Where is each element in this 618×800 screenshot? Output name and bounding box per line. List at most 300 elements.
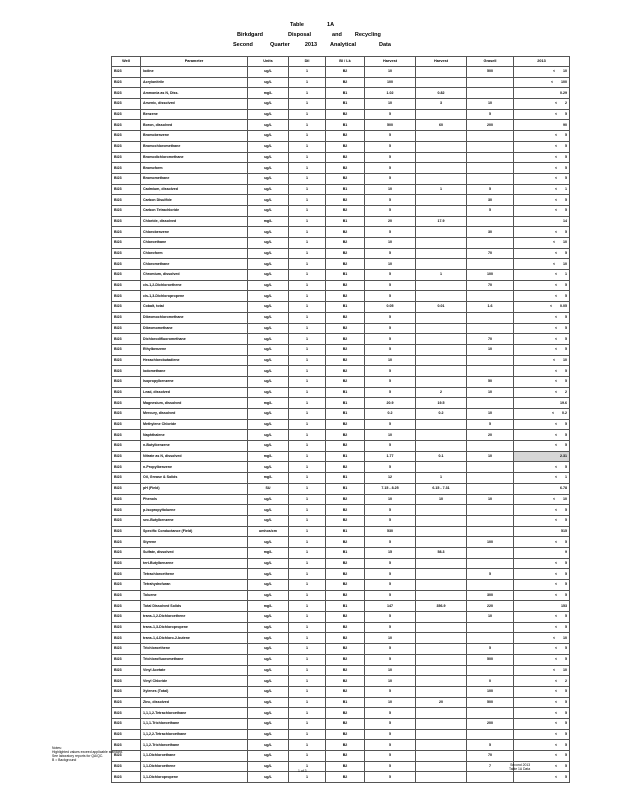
table-row [112, 376, 570, 387]
cell-grasell: 5 [467, 109, 514, 120]
less-than-flag: < [555, 593, 558, 598]
less-than-flag: < [555, 144, 558, 149]
cell-dil: 1 [289, 676, 326, 687]
cell-grasell: 5 [467, 419, 514, 430]
value-2013: 5 [565, 315, 567, 320]
cell-harvest-1: 500 [365, 120, 416, 131]
table-row [112, 537, 570, 548]
cell-well: BI23 [112, 195, 141, 206]
less-than-flag: < [555, 176, 558, 181]
cell-well: BI23 [112, 708, 141, 719]
cell-2013 [514, 772, 570, 783]
note-line: Highlighted values exceed applicable standard. [52, 750, 123, 754]
cell-grasell [467, 291, 514, 302]
cell-well: BI23 [112, 654, 141, 665]
less-than-flag: < [555, 721, 558, 726]
cell-harvest-1: 5 [365, 109, 416, 120]
cell-dil: 1 [289, 344, 326, 355]
cell-grasell: 70 [467, 751, 514, 762]
cell-bl: B1 [326, 216, 365, 227]
cell-harvest-2 [416, 248, 467, 259]
cell-grasell [467, 515, 514, 526]
cell-harvest-1: 10 [365, 430, 416, 441]
cell-units: umhos/cm [248, 526, 289, 537]
cell-2013 [514, 280, 570, 291]
table-row [112, 612, 570, 623]
table-row [112, 120, 570, 131]
cell-well: BI23 [112, 580, 141, 591]
cell-harvest-1: 10 [365, 67, 416, 78]
cell-dil: 1 [289, 205, 326, 216]
less-than-flag: < [555, 251, 558, 256]
cell-harvest-2: 0.01 [416, 302, 467, 313]
cell-bl: B1 [326, 601, 365, 612]
cell-harvest-1: 0.2 [365, 409, 416, 420]
cell-harvest-2: 20 [416, 697, 467, 708]
cell-dil: 1 [289, 259, 326, 270]
cell-2013 [514, 387, 570, 398]
cell-bl: B1 [326, 99, 365, 110]
cell-harvest-2 [416, 612, 467, 623]
cell-parameter: Chloride, dissolved [141, 216, 248, 227]
table-row [112, 601, 570, 612]
footer-right: Second 2013 Table 1A Data [509, 763, 531, 771]
cell-dil: 1 [289, 99, 326, 110]
value-2013: 5 [565, 347, 567, 352]
cell-harvest-2 [416, 515, 467, 526]
cell-well: BI23 [112, 686, 141, 697]
cell-bl: B1 [326, 526, 365, 537]
cell-grasell [467, 398, 514, 409]
less-than-flag: < [555, 432, 558, 437]
cell-well: BI23 [112, 67, 141, 78]
table-row [112, 312, 570, 323]
cell-2013 [514, 612, 570, 623]
cell-2013 [514, 259, 570, 270]
cell-parameter: Toluene [141, 590, 248, 601]
table-row [112, 216, 570, 227]
cell-parameter: Chloromethane [141, 259, 248, 270]
value-2013: 5 [565, 657, 567, 662]
cell-2013 [514, 644, 570, 655]
cell-parameter: Xylenes (Total) [141, 686, 248, 697]
cell-grasell [467, 152, 514, 163]
value-2013: 5 [565, 753, 567, 758]
cell-units: ug/L [248, 238, 289, 249]
cell-harvest-2 [416, 205, 467, 216]
cell-bl: B2 [326, 505, 365, 516]
cell-well: BI23 [112, 547, 141, 558]
cell-dil: 1 [289, 291, 326, 302]
cell-well: BI23 [112, 515, 141, 526]
cell-harvest-2 [416, 676, 467, 687]
cell-units: ug/L [248, 302, 289, 313]
value-2013: 5 [565, 432, 567, 437]
cell-dil: 1 [289, 376, 326, 387]
less-than-flag: < [555, 625, 558, 630]
cell-harvest-1: 10 [365, 259, 416, 270]
cell-grasell: 50 [467, 376, 514, 387]
less-than-flag: < [553, 667, 556, 672]
value-2013: 5 [565, 112, 567, 117]
cell-bl: B2 [326, 612, 365, 623]
cell-2013 [514, 430, 570, 441]
less-than-flag: < [551, 80, 554, 85]
cell-2013 [514, 718, 570, 729]
cell-bl: B1 [326, 120, 365, 131]
cell-dil: 1 [289, 141, 326, 152]
cell-2013 [514, 398, 570, 409]
cell-units: ug/L [248, 323, 289, 334]
cell-grasell: 10 [467, 344, 514, 355]
cell-bl: B2 [326, 494, 365, 505]
less-than-flag: < [555, 368, 558, 373]
cell-harvest-1: 5 [365, 419, 416, 430]
cell-2013 [514, 77, 570, 88]
value-2013: 10 [563, 357, 567, 362]
cell-dil: 1 [289, 483, 326, 494]
cell-grasell: 5 [467, 569, 514, 580]
cell-well: BI23 [112, 302, 141, 313]
value-2013: 10 [563, 69, 567, 74]
value-2013: 9 [565, 550, 567, 555]
cell-2013 [514, 409, 570, 420]
cell-bl: B2 [326, 131, 365, 142]
cell-bl: B2 [326, 419, 365, 430]
note-line: See laboratory reports for QA/QC. [52, 754, 104, 758]
cell-bl: B2 [326, 430, 365, 441]
cell-well: BI23 [112, 590, 141, 601]
cell-units: ug/L [248, 99, 289, 110]
cell-parameter: pH (Field) [141, 483, 248, 494]
cell-grasell: 500 [467, 654, 514, 665]
cell-2013 [514, 537, 570, 548]
cell-harvest-1: 5 [365, 761, 416, 772]
table-title [290, 22, 334, 28]
table-row [112, 761, 570, 772]
cell-grasell: 100 [467, 537, 514, 548]
cell-harvest-2: 1 [416, 270, 467, 281]
cell-units: ug/L [248, 195, 289, 206]
cell-grasell: 10 [467, 494, 514, 505]
cell-well: BI23 [112, 772, 141, 783]
value-2013: 5 [565, 764, 567, 769]
cell-units: ug/L [248, 686, 289, 697]
cell-dil: 1 [289, 729, 326, 740]
cell-well: BI23 [112, 77, 141, 88]
cell-harvest-2: 60 [416, 120, 467, 131]
cell-2013 [514, 323, 570, 334]
cell-dil: 1 [289, 238, 326, 249]
cell-well: BI23 [112, 622, 141, 633]
cell-units: ug/L [248, 280, 289, 291]
cell-harvest-1: 12 [365, 473, 416, 484]
cell-harvest-2 [416, 761, 467, 772]
table-row [112, 729, 570, 740]
cell-harvest-1: 147 [365, 601, 416, 612]
less-than-flag: < [555, 774, 558, 779]
cell-units: SU [248, 483, 289, 494]
table-row [112, 419, 570, 430]
value-2013: 2.31 [560, 454, 567, 459]
table-row [112, 633, 570, 644]
table-row [112, 772, 570, 783]
table-row [112, 248, 570, 259]
cell-2013 [514, 441, 570, 452]
cell-harvest-2: 6.15 - 7.31 [416, 483, 467, 494]
cell-well: BI23 [112, 633, 141, 644]
cell-harvest-2: 10 [416, 494, 467, 505]
cell-well: BI23 [112, 740, 141, 751]
cell-bl: B2 [326, 751, 365, 762]
cell-2013 [514, 248, 570, 259]
cell-harvest-2: 0.2 [416, 409, 467, 420]
cell-2013 [514, 88, 570, 99]
cell-well: BI23 [112, 173, 141, 184]
less-than-flag: < [553, 635, 556, 640]
value-2013: 5 [565, 422, 567, 427]
cell-well: BI23 [112, 526, 141, 537]
cell-harvest-1: 10 [365, 676, 416, 687]
cell-bl: B1 [326, 88, 365, 99]
table-row [112, 718, 570, 729]
less-than-flag: < [555, 133, 558, 138]
cell-2013 [514, 515, 570, 526]
value-2013: 10 [563, 240, 567, 245]
value-2013: 5 [565, 229, 567, 234]
cell-parameter: trans-1,4-Dichloro-2-butene [141, 633, 248, 644]
cell-dil: 1 [289, 558, 326, 569]
value-2013: 1 [565, 272, 567, 277]
cell-2013 [514, 67, 570, 78]
cell-parameter: Sulfate, dissolved [141, 547, 248, 558]
cell-parameter: Boron, dissolved [141, 120, 248, 131]
cell-bl: B1 [326, 473, 365, 484]
table-row [112, 751, 570, 762]
less-than-flag: < [555, 336, 558, 341]
value-2013: 2 [565, 389, 567, 394]
cell-well: BI23 [112, 141, 141, 152]
cell-well: BI23 [112, 376, 141, 387]
cell-harvest-1: 5 [365, 462, 416, 473]
cell-units: ug/L [248, 344, 289, 355]
cell-harvest-2 [416, 740, 467, 751]
cell-units: ug/L [248, 163, 289, 174]
cell-grasell: 10 [467, 612, 514, 623]
cell-bl: B2 [326, 580, 365, 591]
cell-parameter: Lead, dissolved [141, 387, 248, 398]
value-2013: 100 [561, 80, 567, 85]
less-than-flag: < [555, 389, 558, 394]
less-than-flag: < [555, 101, 558, 106]
cell-parameter: Dibromochloromethane [141, 312, 248, 323]
cell-2013 [514, 751, 570, 762]
cell-bl: B2 [326, 590, 365, 601]
table-row [112, 173, 570, 184]
cell-parameter: Isopropylbenzene [141, 376, 248, 387]
cell-grasell [467, 441, 514, 452]
cell-harvest-2 [416, 708, 467, 719]
less-than-flag: < [555, 112, 558, 117]
cell-dil: 1 [289, 451, 326, 462]
column-header-2013: 2013 [514, 57, 570, 67]
cell-harvest-2 [416, 654, 467, 665]
cell-parameter: n-Butylbenzene [141, 441, 248, 452]
cell-parameter: Ammonia as N, Diss. [141, 88, 248, 99]
less-than-flag: < [553, 496, 556, 501]
cell-grasell: 70 [467, 334, 514, 345]
cell-parameter: Methylene Chloride [141, 419, 248, 430]
table-row [112, 473, 570, 484]
cell-grasell: 5 [467, 644, 514, 655]
cell-grasell [467, 729, 514, 740]
value-2013: 0.2 [562, 411, 567, 416]
cell-grasell [467, 473, 514, 484]
table-row [112, 270, 570, 281]
less-than-flag: < [555, 293, 558, 298]
less-than-flag: < [552, 411, 555, 416]
less-than-flag: < [555, 646, 558, 651]
cell-dil: 1 [289, 718, 326, 729]
cell-grasell: 70 [467, 248, 514, 259]
cell-harvest-2 [416, 238, 467, 249]
cell-dil: 1 [289, 547, 326, 558]
cell-bl: B2 [326, 67, 365, 78]
cell-harvest-2 [416, 141, 467, 152]
cell-2013 [514, 344, 570, 355]
cell-harvest-2 [416, 67, 467, 78]
cell-dil: 1 [289, 644, 326, 655]
less-than-flag: < [555, 753, 558, 758]
table-row [112, 441, 570, 452]
value-2013: 5 [565, 646, 567, 651]
cell-2013 [514, 473, 570, 484]
cell-harvest-1: 5 [365, 740, 416, 751]
value-2013: 5 [565, 336, 567, 341]
cell-harvest-2: 2 [416, 387, 467, 398]
table-row [112, 109, 570, 120]
cell-harvest-2 [416, 163, 467, 174]
cell-2013 [514, 462, 570, 473]
cell-bl: B2 [326, 152, 365, 163]
value-2013: 5 [565, 368, 567, 373]
value-2013: 5 [565, 133, 567, 138]
column-header-grasell: Grasell [467, 57, 514, 67]
cell-2013 [514, 451, 570, 462]
value-2013: 0.05 [560, 304, 567, 309]
value-2013: 5 [565, 507, 567, 512]
cell-harvest-2 [416, 334, 467, 345]
cell-harvest-1: 5 [365, 291, 416, 302]
cell-dil: 1 [289, 323, 326, 334]
cell-parameter: Trichloroethene [141, 644, 248, 655]
note-line: B = Background [52, 758, 77, 762]
cell-units: ug/L [248, 366, 289, 377]
cell-units: ug/L [248, 558, 289, 569]
cell-dil: 1 [289, 430, 326, 441]
cell-dil: 1 [289, 248, 326, 259]
cell-2013 [514, 366, 570, 377]
cell-harvest-2 [416, 686, 467, 697]
cell-harvest-2 [416, 665, 467, 676]
cell-units: ug/L [248, 141, 289, 152]
cell-2013 [514, 152, 570, 163]
cell-dil: 1 [289, 195, 326, 206]
cell-units: ug/L [248, 654, 289, 665]
table-label: Table [290, 22, 304, 28]
table-row [112, 88, 570, 99]
table-row [112, 590, 570, 601]
cell-harvest-1: 5 [365, 163, 416, 174]
notes-label: Notes: [52, 746, 62, 750]
table-row [112, 665, 570, 676]
cell-bl: B2 [326, 195, 365, 206]
cell-dil: 1 [289, 526, 326, 537]
value-2013: 10 [563, 667, 567, 672]
cell-bl: B2 [326, 77, 365, 88]
cell-grasell [467, 259, 514, 270]
cell-2013 [514, 334, 570, 345]
cell-harvest-1: 5 [365, 708, 416, 719]
cell-parameter: Benzene [141, 109, 248, 120]
cell-parameter: Ethylbenzene [141, 344, 248, 355]
cell-dil: 1 [289, 665, 326, 676]
cell-units: ug/L [248, 462, 289, 473]
cell-grasell [467, 665, 514, 676]
less-than-flag: < [555, 464, 558, 469]
cell-well: BI23 [112, 462, 141, 473]
cell-units: ug/L [248, 152, 289, 163]
table-row [112, 334, 570, 345]
cell-well: BI23 [112, 227, 141, 238]
cell-harvest-2 [416, 152, 467, 163]
value-2013: 5 [565, 443, 567, 448]
cell-parameter: 1,1,1-Trichloroethane [141, 718, 248, 729]
table-row [112, 344, 570, 355]
cell-bl: B1 [326, 697, 365, 708]
cell-grasell [467, 462, 514, 473]
value-2013: 5 [565, 721, 567, 726]
value-2013: 153 [561, 603, 567, 608]
cell-harvest-1: 5 [365, 205, 416, 216]
cell-units: ug/L [248, 772, 289, 783]
cell-harvest-1: 530 [365, 526, 416, 537]
cell-dil: 1 [289, 280, 326, 291]
cell-harvest-1: 1.77 [365, 451, 416, 462]
cell-units: mg/L [248, 398, 289, 409]
cell-dil: 1 [289, 697, 326, 708]
cell-bl: B1 [326, 302, 365, 313]
cell-well: BI23 [112, 665, 141, 676]
table-row [112, 515, 570, 526]
cell-units: ug/L [248, 312, 289, 323]
table-row [112, 291, 570, 302]
cell-bl: B2 [326, 665, 365, 676]
cell-units: ug/L [248, 590, 289, 601]
table-row [112, 526, 570, 537]
cell-2013 [514, 163, 570, 174]
cell-harvest-1: 5 [365, 751, 416, 762]
cell-2013 [514, 302, 570, 313]
cell-parameter: Iodomethane [141, 366, 248, 377]
less-than-flag: < [555, 560, 558, 565]
cell-2013 [514, 558, 570, 569]
cell-harvest-1: 5 [365, 376, 416, 387]
cell-grasell [467, 163, 514, 174]
cell-parameter: cis-1,2-Dichloroethene [141, 280, 248, 291]
value-2013: 90 [563, 122, 567, 127]
cell-2013 [514, 173, 570, 184]
